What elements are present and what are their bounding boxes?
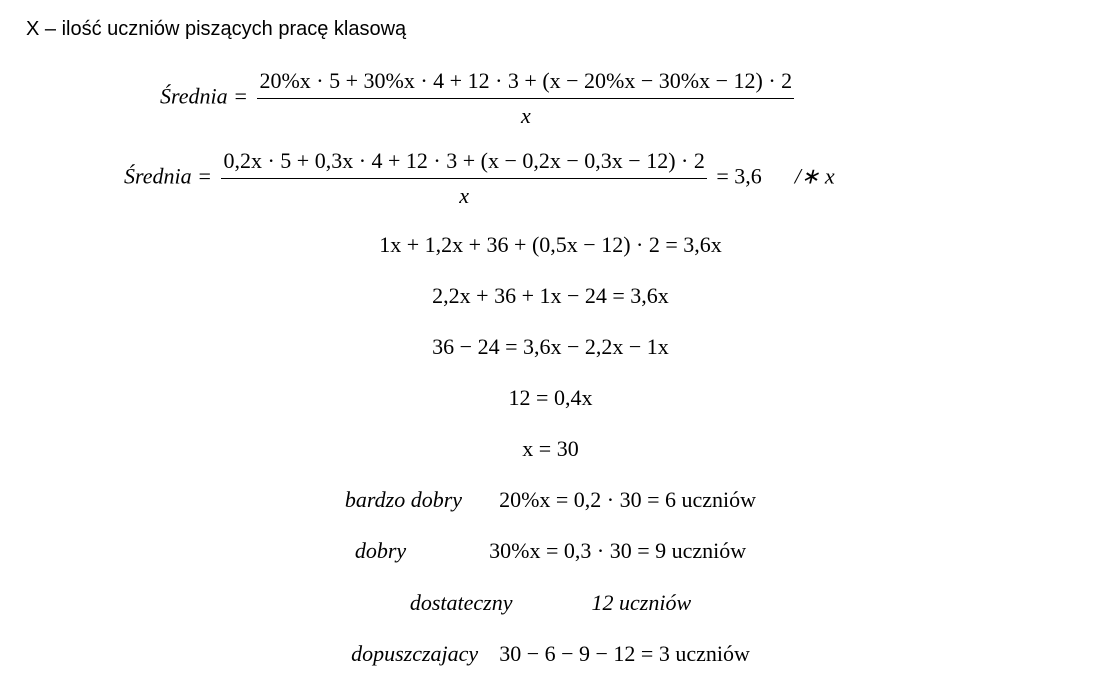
grade-calc: 30%x = 0,3 · 30 = 9 uczniów [489, 538, 747, 563]
grade-row-dopuszczajacy [0, 643, 1101, 665]
grade-row-dobry [0, 540, 1101, 562]
grade-label: dostateczny [409, 590, 513, 615]
grade-calc: 20%x = 0,2 · 30 = 6 uczniów [499, 487, 757, 512]
equation-average-percent [160, 70, 798, 127]
equation-average-decimal [124, 150, 835, 207]
eq2-fraction [221, 150, 706, 207]
eq2-denominator: x [459, 183, 470, 208]
heading: X – ilość uczniów piszących pracę klasową [26, 18, 407, 40]
eq1-lhs: Średnia = [160, 83, 248, 109]
grade-label: bardzo dobry [344, 487, 463, 512]
grade-label: dobry [354, 538, 407, 563]
eq2-rhs: = 3,6 [716, 163, 762, 189]
grade-calc: 12 uczniów [591, 590, 692, 615]
step-2: 2,2x + 36 + 1x − 24 = 3,6x [432, 283, 669, 308]
grade-label: dopuszczajacy [351, 641, 479, 666]
grade-row-bardzo-dobry [0, 489, 1101, 511]
grade-calc: 30 − 6 − 9 − 12 = 3 uczniów [499, 641, 750, 666]
eq1-numerator: 20%x · 5 + 30%x · 4 + 12 · 3 + (x − 20%x − 30%x − 12) · 2 [257, 70, 794, 99]
grade-row-dostateczny [0, 592, 1101, 614]
step-1: 1x + 1,2x + 36 + (0,5x − 12) · 2 = 3,6x [379, 232, 722, 257]
eq2-numerator: 0,2x · 5 + 0,3x · 4 + 12 · 3 + (x − 0,2x − 0,3x − 12) · 2 [221, 150, 706, 179]
step-4: 12 = 0,4x [508, 385, 593, 410]
step-3: 36 − 24 = 3,6x − 2,2x − 1x [432, 334, 669, 359]
step-5: x = 30 [522, 436, 579, 461]
eq1-fraction [257, 70, 794, 127]
eq2-lhs: Średnia = [124, 163, 212, 189]
eq2-operation: /∗ x [794, 163, 835, 189]
eq1-denominator: x [520, 103, 531, 128]
